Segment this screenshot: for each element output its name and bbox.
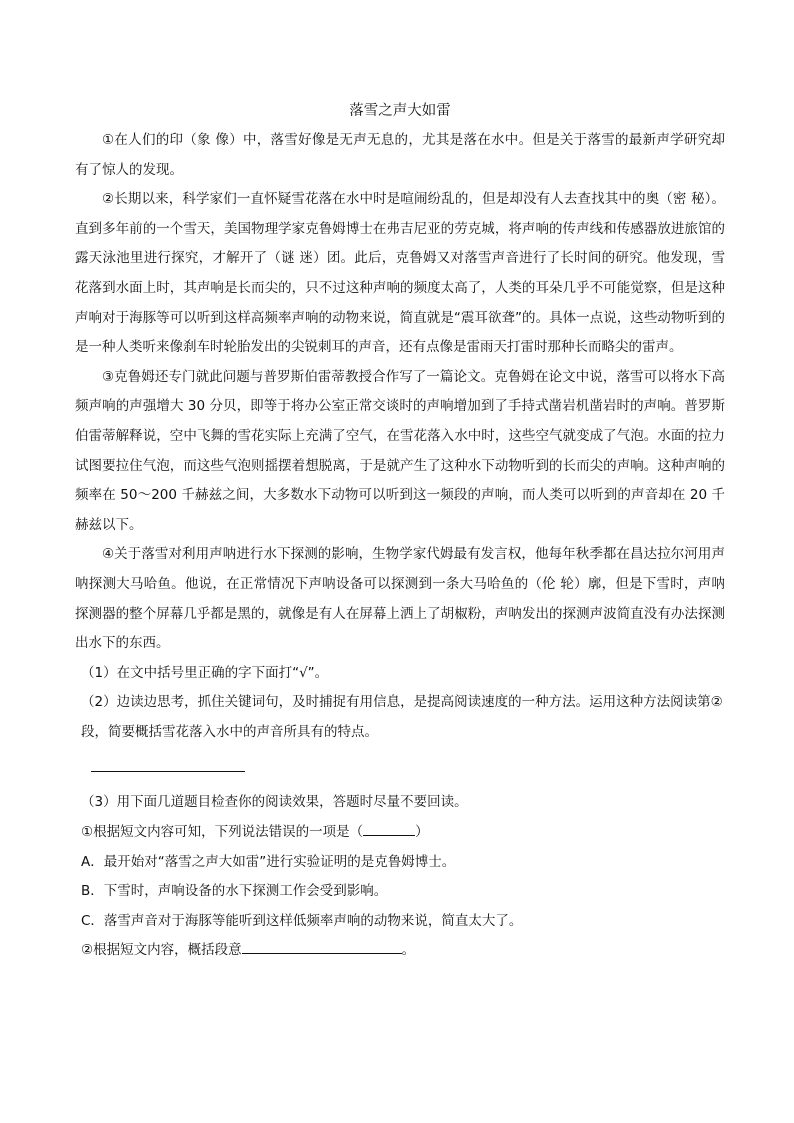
question-3-2 [75,936,725,966]
option-c: C．落雪声音对于海豚等能听到这样低频率声响的动物来说，简直太大了。 [81,912,523,929]
question-3-1-suffix: ） [415,824,429,841]
paragraph-1: ①在人们的印（象 像）中，落雪好像是无声无息的，尤其是落在水中。但是关于落雪的最新声学研究却有了惊人的发现。 [75,132,725,178]
question-3-2-suffix: 。 [401,942,416,959]
answer-blank-3-2[interactable] [242,939,402,954]
paragraph-4: ④关于落雪对利用声呐进行水下探测的影响，生物学家代姆最有发言权，他每年秋季都在昌达拉尔河用声呐探测大马哈鱼。他说，在正常情况下声呐设备可以探测到一条大马哈鱼的（伦 轮）廓，但是下雪时，声呐探测器的整个屏幕几乎都是黑的，就像是有人在屏幕上洒上了胡椒粉，声呐发出的探测声波简直没有办法探测出水下的东西。 [75,546,725,652]
question-3: （3）用下面几道题目检查你的阅读效果，答题时尽量不要回读。 [81,794,468,811]
answer-line-q2[interactable] [91,751,245,772]
document-page [75,100,725,966]
paragraph-3: ③克鲁姆还专门就此问题与普罗斯伯雷蒂教授合作写了一篇论文。克鲁姆在论文中说，落雪可以将水下高频声响的声强增大 30 分贝，即等于将办公室正常交谈时的声响增加到了手持式凿岩机凿岩时的声响。普罗斯伯雷蒂解释说，空中飞舞的雪花实际上充满了空气，在雪花落入水中时，这些空气就变成了气泡。水面的拉力试图要拉住气泡，而这些气泡则摇摆着想脱离，于是就产生了这种水下动物听到的长而尖的声响。这种声响的频率在 50～200 千赫兹之间，大多数水下动物可以听到这一频段的声响，而人类可以听到的声音却在 20 千赫兹以下。 [75,368,725,533]
question-3-1 [75,818,725,848]
question-2: （2）边读边思考，抓住关键词句，及时捕捉有用信息，是提高阅读速度的一种方法。运用这种方法阅读第②段，简要概括雪花落入水中的声音所具有的特点。 [81,694,723,740]
article-title: 落雪之声大如雷 [349,103,451,119]
option-a: A．最开始对“落雪之声大如雷”进行实验证明的是克鲁姆博士。 [81,853,456,870]
question-3-2-prefix: ②根据短文内容，概括段意 [81,942,242,959]
question-3-1-prefix: ①根据短文内容可知，下列说法错误的一项是（ [81,824,364,841]
paragraph-2: ②长期以来，科学家们一直怀疑雪花落在水中时是喧闹纷乱的，但是却没有人去查找其中的奥（密 秘）。直到多年前的一个雪天，美国物理学家克鲁姆博士在弗吉尼亚的劳克城，将声响的传声线和传感器放进旅馆的露天泳池里进行探究，才解开了（谜 迷）团。此后，克鲁姆又对落雪声音进行了长时间的研究。他发现，雪花落到水面上时，其声响是长而尖的，只不过这种声响的频度太高了，人类的耳朵几乎不可能觉察，但是这种声响对于海豚等可以听到这样高频率声响的动物来说，简直就是“震耳欲聋”的。具体一点说，这些动物听到的是一种人类听来像刹车时轮胎发出的尖锐刺耳的声音，还有点像是雷雨天打雷时那种长而略尖的雷声。 [75,191,725,356]
option-b: B．下雪时，声响设备的水下探测工作会受到影响。 [81,883,388,900]
answer-blank-3-1[interactable] [363,821,415,836]
question-1: （1）在文中括号里正确的字下面打“√”。 [81,664,329,681]
